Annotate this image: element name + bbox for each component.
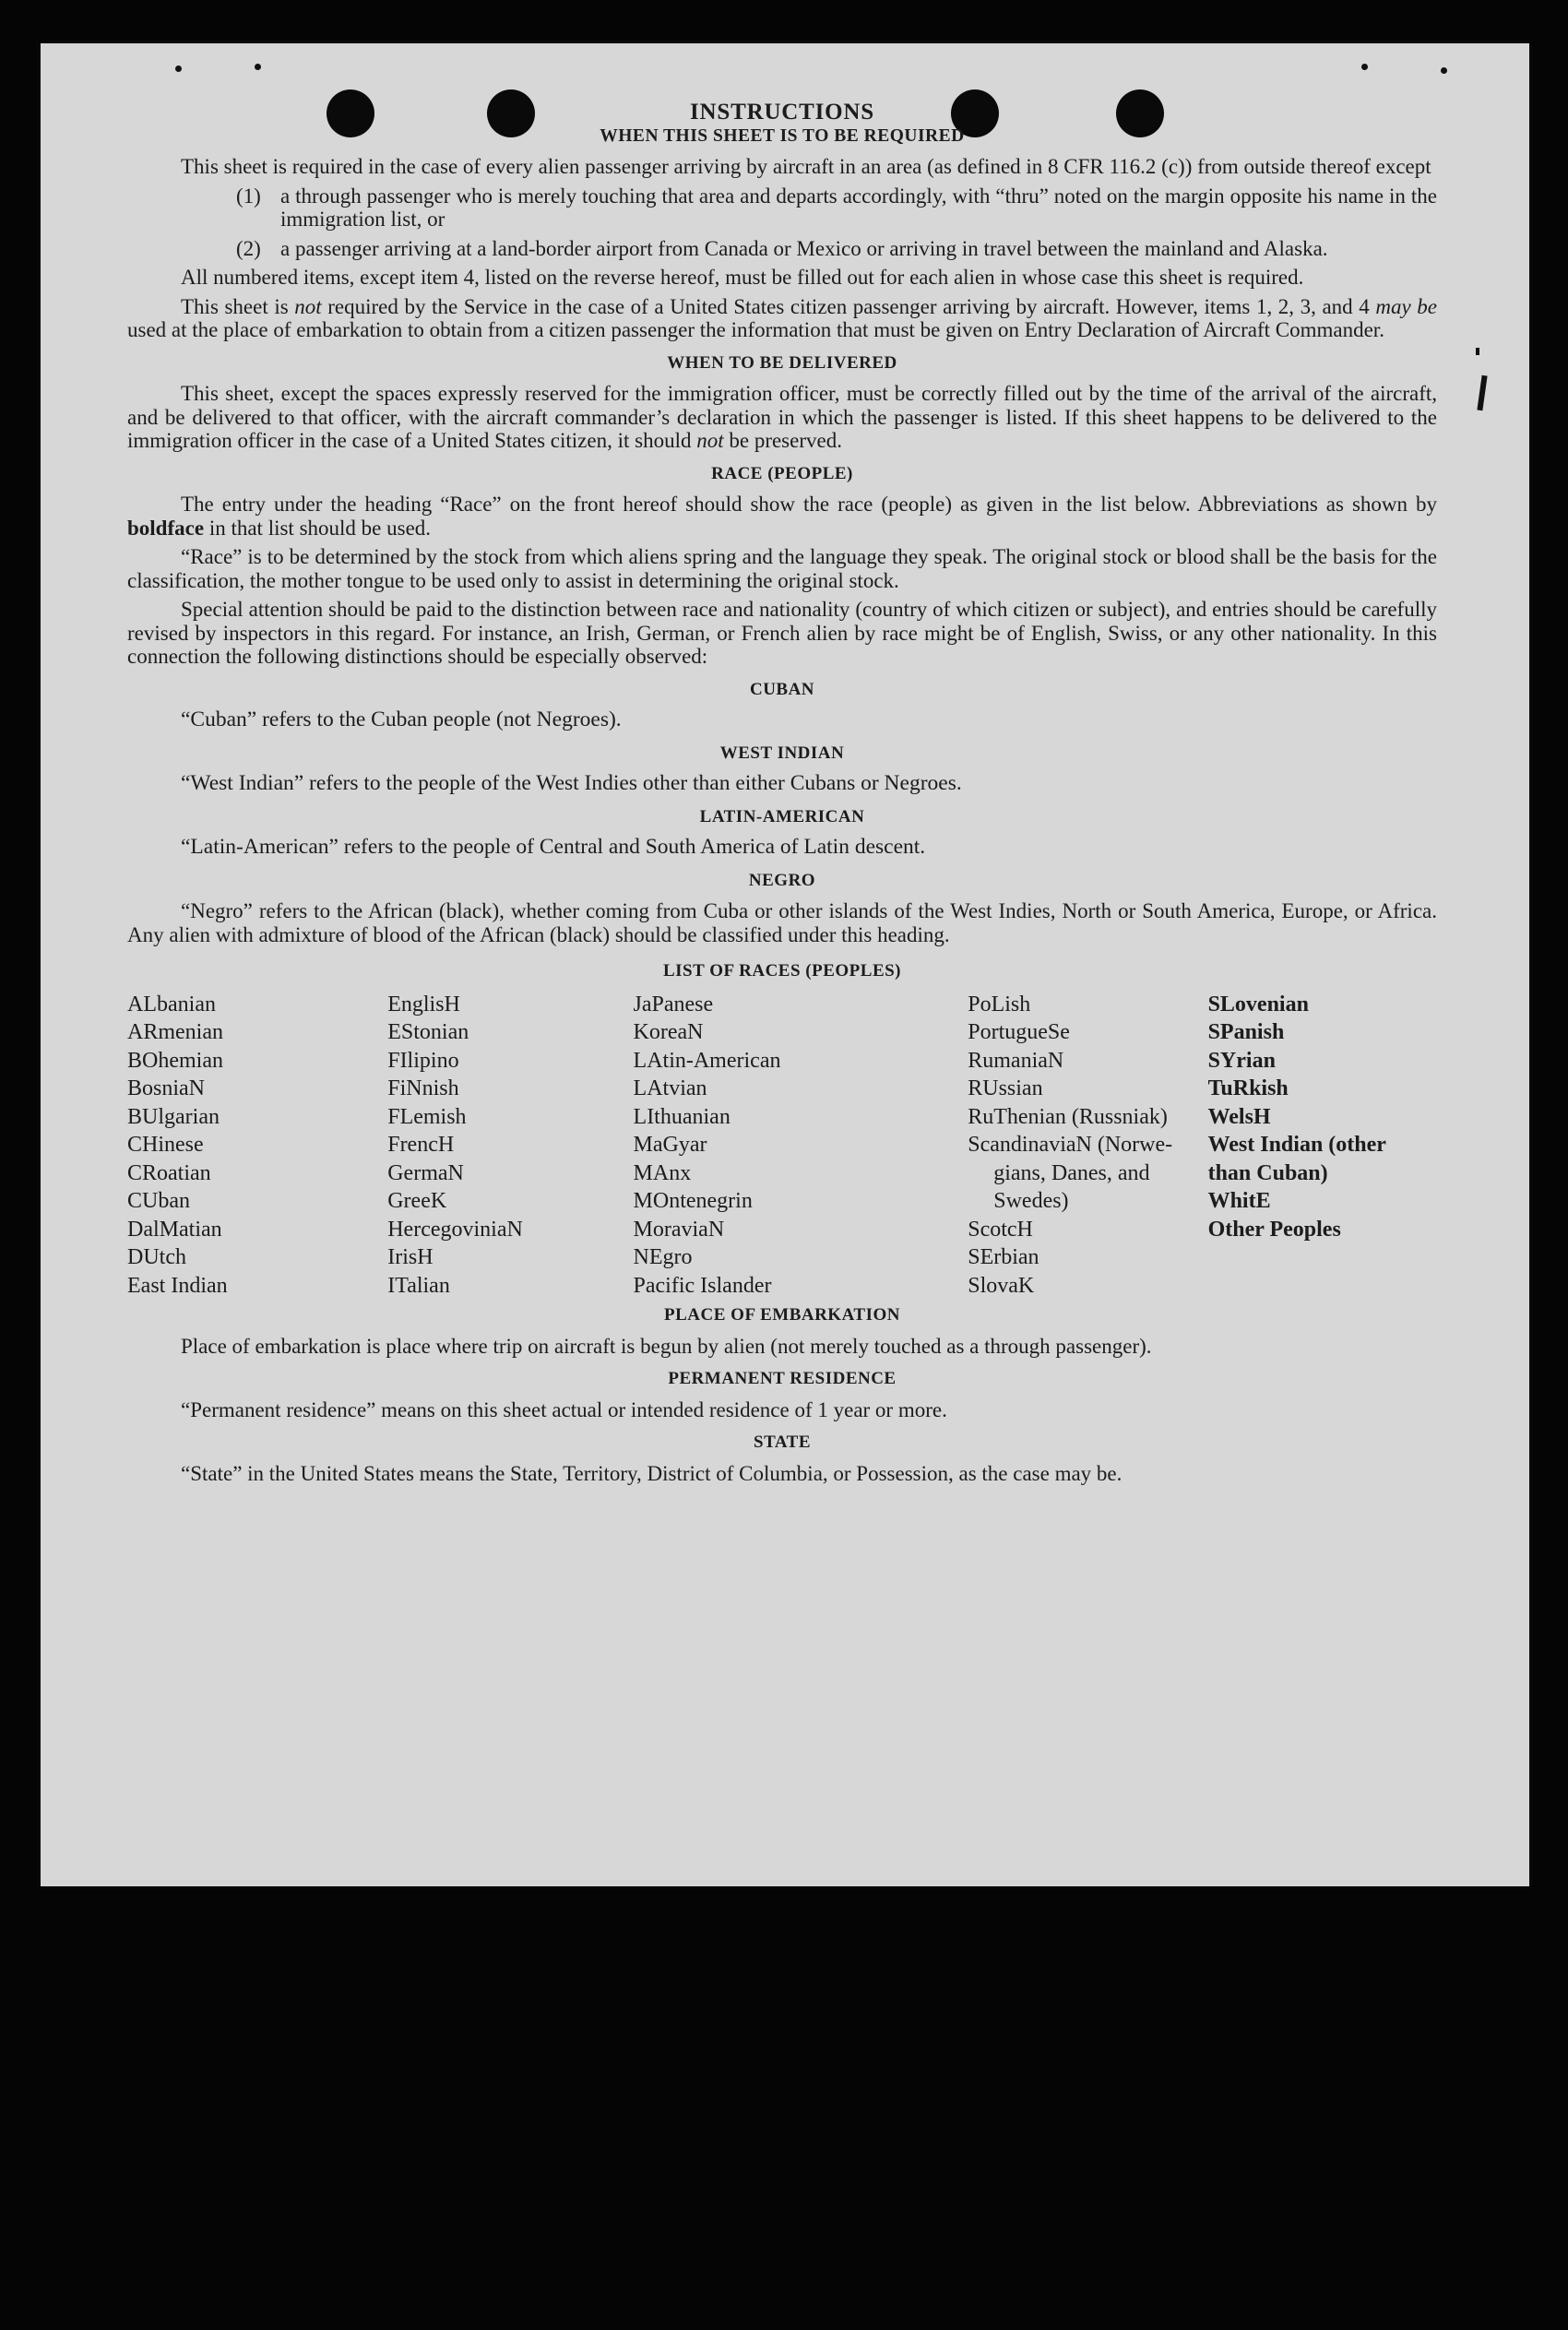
race-list-item: EnglisH [387,992,460,1016]
text-run-bold: boldface [127,516,205,540]
race-list-item: Other Peoples [1207,1217,1341,1242]
race-list-item: MoraviaN [633,1217,725,1242]
text-run-italic: not [294,294,322,318]
race-list-item: SlovaK [968,1273,1035,1298]
text-run-italic: may be [1375,294,1437,318]
race-list-item: CUban [127,1189,190,1213]
section-heading-negro: NEGRO [748,870,816,890]
text-run: This sheet is [181,294,295,318]
paragraph-race-nationality: Special attention should be paid to the distinction between race and nationality (country of which citizen or subject), and entries should be carefully revised by inspectors in this regard. For instance, an Irish, German, or French alien by race might be of English, Swiss, or any other nationality. In this connection the following distinctions should be especially observed: [127,598,1437,668]
races-column-1 [127,991,387,1301]
race-list-item: ScotcH [968,1217,1033,1242]
race-list-item: TuRkish [1207,1076,1289,1100]
race-list-item: East Indian [127,1273,228,1298]
race-list-item: FiNnish [387,1076,459,1100]
race-list-item: CHinese [127,1133,204,1157]
race-list-item: FLemish [387,1104,467,1129]
section-heading-delivered: WHEN TO BE DELIVERED [667,352,897,373]
race-list-item: MaGyar [633,1133,707,1157]
section-heading-cuban: CUBAN [749,679,815,699]
paragraph-state: “State” in the United States means the State, Territory, District of Columbia, or Possession, as the case may be. [181,1461,1123,1485]
race-list-item: LAtin-American [633,1048,781,1073]
text-run: This sheet, except the spaces expressly reserved for the immigration officer, must be correctly filled out by the time of the arrival of the aircraft, and be delivered to that officer, with the aircraft commander’s declaration in which the passenger is listed. If this sheet happens to be delivered to the immigration officer in the case of a United States citizen, it should [127,382,1437,452]
paragraph-requirement: This sheet is required in the case of every alien passenger arriving by aircraft in an area (as defined in 8 CFR 116.2 (c)) from outside thereof except [181,155,1431,178]
race-list-item: BOhemian [127,1048,223,1073]
races-column-3 [634,991,968,1301]
race-list-item: ALbanian [127,992,216,1016]
exception-item-1 [127,184,1437,232]
race-list-item: JaPanese [633,992,714,1016]
section-heading-state: STATE [754,1432,811,1452]
race-list-item: DalMatian [127,1217,222,1242]
race-list-item: BosniaN [127,1076,205,1100]
race-list-item: SYrian [1207,1048,1276,1073]
paragraph-race-definition: “Race” is to be determined by the stock from which aliens spring and the language they speak. The original stock or blood shall be the basis for the classification, the mother tongue to be used only to assist in determining the original stock. [127,545,1437,592]
section-heading-embarkation: PLACE OF EMBARKATION [664,1305,900,1325]
race-list-item: BUlgarian [127,1104,220,1129]
document-page [41,43,1529,1886]
speck [1361,64,1368,70]
race-list-item: RUssian [968,1076,1043,1100]
paragraph-race-entry [127,493,1437,540]
margin-mark [1476,348,1479,355]
section-heading-residence: PERMANENT RESIDENCE [668,1369,897,1388]
item-number: (1) [236,184,261,208]
race-list-item: PoLish [968,992,1031,1016]
text-run: The entry under the heading “Race” on the front hereof should show the race (people) as given in the list below. Abbreviations as shown by [181,493,1437,516]
race-list-item: SErbian [968,1245,1039,1269]
section-heading-race: RACE (PEOPLE) [711,463,853,483]
race-list-item: RumaniaN [968,1048,1064,1073]
race-list-item: SPanish [1207,1020,1285,1044]
races-column-2 [387,991,633,1301]
race-list-item: PortugueSe [968,1020,1070,1044]
definition-latin-american: “Latin-American” refers to the people of Central and South America of Latin descent. [181,835,926,859]
speck [175,65,182,72]
races-list [127,991,1437,1301]
page-title: INSTRUCTIONS [690,100,874,125]
paragraph-delivered [127,382,1437,453]
definition-cuban: “Cuban” refers to the Cuban people (not Negroes). [181,707,622,731]
section-heading-when-required: WHEN THIS SHEET IS TO BE REQUIRED [600,125,965,146]
paragraph-numbered-items: All numbered items, except item 4, listed on the reverse hereof, must be filled out for each alien in whose case this sheet is required. [181,266,1304,289]
races-column-4 [968,991,1207,1301]
race-list-item: WelsH [1207,1104,1271,1129]
race-list-item: West Indian (other [1207,1133,1386,1157]
race-list-item: Pacific Islander [633,1273,772,1298]
race-list-item: CRoatian [127,1160,211,1185]
section-heading-latin-american: LATIN-AMERICAN [699,806,865,826]
text-run: used at the place of embarkation to obtain from a citizen passenger the information that must be given on Entry Declaration of Aircraft Commander. [127,318,1384,341]
race-list-item: NEgro [633,1245,693,1269]
instructions-content [127,97,1437,1491]
race-list-item: FrencH [387,1133,455,1157]
race-list-item: HercegoviniaN [387,1217,523,1242]
race-list-item: LAtvian [633,1076,707,1100]
race-list-item: GermaN [387,1160,464,1185]
paragraph-residence: “Permanent residence” means on this sheet actual or intended residence of 1 year or more. [181,1397,947,1421]
exception-item-2 [127,237,1437,261]
race-list-item: SLovenian [1207,992,1309,1016]
race-list-item: FIlipino [387,1048,459,1073]
race-list-item: ITalian [387,1273,450,1298]
speck [255,64,261,70]
item-number: (2) [236,236,261,260]
race-list-item: Swedes) [993,1189,1069,1213]
race-list-item: LIthuanian [633,1104,731,1129]
race-list-item: MOntenegrin [633,1189,753,1213]
text-run: in that list should be used. [204,516,432,540]
definition-negro: “Negro” refers to the African (black), whether coming from Cuba or other islands of the West Indies, North or South America, Europe, or Africa. Any alien with admixture of blood of the African (black) should be classified under this heading. [127,899,1437,946]
races-column-5 [1208,991,1437,1301]
text-run: required by the Service in the case of a United States citizen passenger arriving by aircraft. However, items 1, 2, 3, and 4 [321,294,1376,318]
race-list-item: IrisH [387,1245,434,1269]
item-text: a through passenger who is merely touching that area and departs accordingly, with “thru” noted on the margin opposite his name in the immigration list, or [280,184,1437,231]
race-list-item: ARmenian [127,1020,223,1044]
race-list-item: gians, Danes, and [993,1160,1150,1185]
race-list-item: WhitE [1207,1189,1271,1213]
race-list-item: GreeK [387,1189,447,1213]
text-run-italic: not [696,429,724,452]
section-heading-races-list: LIST OF RACES (PEOPLES) [662,961,902,981]
paragraph-embarkation: Place of embarkation is place where trip on aircraft is begun by alien (not merely touched as a through passenger). [181,1334,1152,1358]
race-list-item: KoreaN [633,1020,704,1044]
race-list-item: ScandinaviaN (Norwe- [968,1133,1173,1157]
race-list-item: RuThenian (Russniak) [968,1104,1168,1129]
race-list-item: EStonian [387,1020,469,1044]
section-heading-west-indian: WEST INDIAN [719,743,845,763]
paragraph-citizen [127,295,1437,342]
speck [1441,67,1447,74]
item-text: a passenger arriving at a land-border airport from Canada or Mexico or arriving in travel between the mainland and Alaska. [280,236,1328,260]
race-list-item: DUtch [127,1245,186,1269]
race-list-item: than Cuban) [1207,1160,1328,1185]
race-list-item: MAnx [633,1160,692,1185]
definition-west-indian: “West Indian” refers to the people of the West Indies other than either Cubans or Negroes. [181,771,962,795]
text-run: be preserved. [723,429,842,452]
margin-mark [1477,375,1487,410]
